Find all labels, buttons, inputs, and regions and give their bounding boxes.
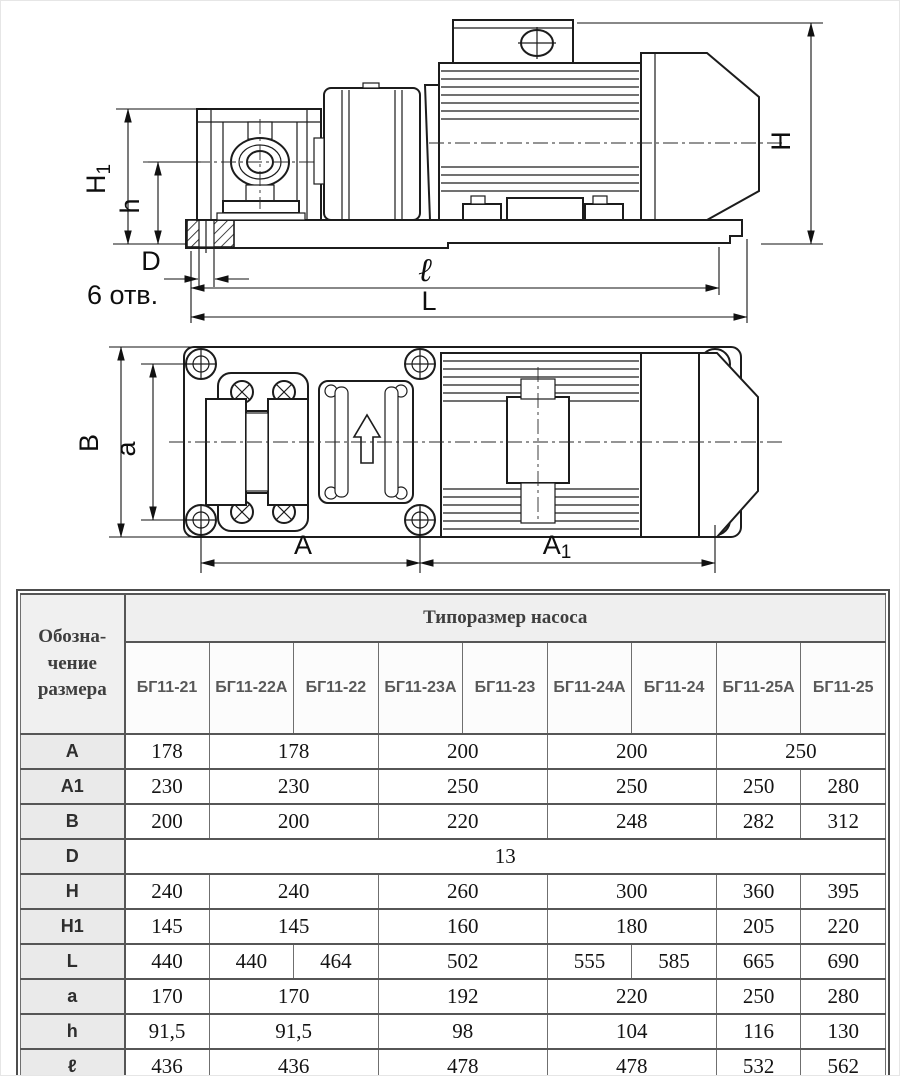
dim-label-l: L [421,286,437,316]
pump-side-view [81,20,823,323]
table-row [21,804,886,839]
table-cell: 280 [801,769,886,804]
table-cell: 170 [125,979,210,1014]
column-header-row [21,642,886,734]
table-body [21,734,886,1076]
table-cell: 436 [209,1049,378,1076]
pump-body-side [143,109,337,220]
table-row [21,1014,886,1049]
table-cell: 200 [547,734,716,769]
spec-table-wrap [16,589,890,1076]
row-label: A [21,734,125,769]
table-cell: 220 [801,909,886,944]
row-label: ℓ [21,1049,125,1076]
table-row [21,979,886,1014]
row-label: L [21,944,125,979]
dim-label-height: H [766,131,796,151]
table-cell: 200 [209,804,378,839]
table-cell: 192 [378,979,547,1014]
pump-dimension-table [20,593,886,1076]
table-cell: 230 [209,769,378,804]
table-cell: 145 [209,909,378,944]
row-label: H1 [21,909,125,944]
row-label: h [21,1014,125,1049]
dim-label-h: h [115,198,145,214]
table-cell: 104 [547,1014,716,1049]
table-cell: 478 [547,1049,716,1076]
motor-side [425,20,785,220]
pump-body-top [206,373,308,531]
table-cell: 260 [378,874,547,909]
dim-label-b: B [74,433,104,453]
dim-label-a1: A1 [542,530,572,563]
table-cell: 440 [125,944,210,979]
table-cell: 280 [801,979,886,1014]
table-cell: 230 [125,769,210,804]
table-cell: 440 [209,944,294,979]
table-cell: 91,5 [209,1014,378,1049]
fan-cowl-top [699,353,758,537]
dim-label-h1: H1 [81,163,115,195]
table-cell: 250 [378,769,547,804]
row-label: a [21,979,125,1014]
table-cell: 532 [716,1049,801,1076]
table-cell: 160 [378,909,547,944]
table-cell: 130 [801,1014,886,1049]
table-cell: 690 [801,944,886,979]
table-cell: 200 [125,804,210,839]
corner-header: Обозна-чение размера [21,594,125,734]
table-cell: 205 [716,909,801,944]
coupling-housing-side [314,83,420,220]
column-header: БГ11-22 [294,642,379,734]
column-header: БГ11-22А [209,642,294,734]
column-header: БГ11-24А [547,642,632,734]
row-label: B [21,804,125,839]
table-row [21,1049,886,1076]
table-cell: 116 [716,1014,801,1049]
table-row [21,874,886,909]
table-cell: 300 [547,874,716,909]
table-cell: 312 [801,804,886,839]
row-label: H [21,874,125,909]
table-cell: 464 [294,944,379,979]
table-cell: 248 [547,804,716,839]
group-header: Типоразмер насоса [125,594,886,642]
dim-label-ell: ℓ [418,253,432,289]
table-cell: 145 [125,909,210,944]
table-cell: 250 [716,979,801,1014]
table-row [21,944,886,979]
pump-top-view [74,347,785,573]
table-cell: 240 [125,874,210,909]
table-cell: 13 [125,839,886,874]
table-row [21,909,886,944]
dim-label-a: A [293,530,313,560]
table-cell: 250 [547,769,716,804]
table-cell: 91,5 [125,1014,210,1049]
table-cell: 360 [716,874,801,909]
table-cell: 478 [378,1049,547,1076]
table-cell: 665 [716,944,801,979]
table-cell: 555 [547,944,632,979]
table-cell: 178 [209,734,378,769]
table-cell: 178 [125,734,210,769]
column-header: БГ11-21 [125,642,210,734]
table-cell: 282 [716,804,801,839]
column-header: БГ11-23А [378,642,463,734]
technical-drawing [1,1,899,587]
row-label: A1 [21,769,125,804]
fan-cowl [641,53,759,220]
table-cell: 436 [125,1049,210,1076]
column-header: БГ11-25 [801,642,886,734]
table-cell: 562 [801,1049,886,1076]
table-row [21,839,886,874]
dim-label-d: D [141,246,161,276]
table-cell: 395 [801,874,886,909]
column-header: БГ11-24 [632,642,717,734]
row-label: D [21,839,125,874]
column-header: БГ11-23 [463,642,548,734]
table-cell: 170 [209,979,378,1014]
table-row [21,769,886,804]
table-row [21,734,886,769]
table-cell: 502 [378,944,547,979]
dim-label-a-small: a [111,441,141,457]
table-cell: 220 [547,979,716,1014]
table-cell: 98 [378,1014,547,1049]
table-cell: 200 [378,734,547,769]
table-cell: 585 [632,944,717,979]
table-cell: 240 [209,874,378,909]
table-cell: 220 [378,804,547,839]
table-cell: 250 [716,769,801,804]
holes-note: 6 отв. [87,280,159,310]
table-cell: 180 [547,909,716,944]
column-header: БГ11-25А [716,642,801,734]
table-cell: 250 [716,734,885,769]
